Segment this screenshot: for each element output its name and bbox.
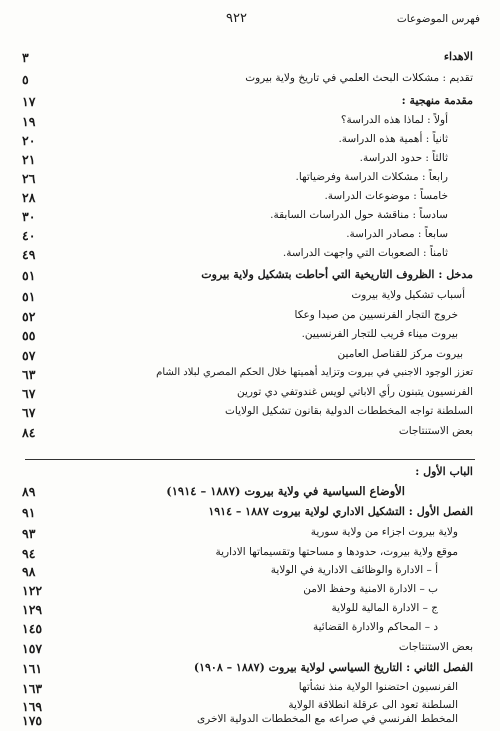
toc-entry	[0, 133, 500, 151]
toc-entry-page: ٣٠	[22, 209, 36, 224]
toc-entry	[0, 713, 500, 731]
toc-entry-page: ٥	[22, 72, 29, 87]
toc-entry-text: أ – الادارة والوظائف الادارية في الولاية	[270, 564, 438, 576]
toc-entry-page: ٨٩	[22, 484, 36, 499]
toc-entry-page: ٩٨	[22, 564, 36, 579]
toc-entry	[0, 289, 500, 307]
toc-entry	[0, 661, 500, 679]
toc-entry-text: د – المحاكم والادارة القضائية	[312, 621, 438, 633]
toc-entry-text: ب – الادارة الامنية وحفظ الامن	[303, 583, 438, 595]
toc-entry	[0, 228, 500, 246]
toc-entry	[0, 209, 500, 227]
toc-entry-text: موقع ولاية بيروت، حدودها و مساحتها وتقسيماتها الادارية	[215, 546, 458, 558]
toc-entry-text: تعزز الوجود الاجنبي في بيروت وتزايد أهميتها خلال الحكم المصري لبلاد الشام	[156, 367, 473, 378]
toc-entry-text: خامساً : موضوعات الدراسة.	[324, 190, 448, 202]
toc-entry-page: ٩٤	[22, 546, 36, 561]
toc-entry-text: ثانياً : أهمية هذه الدراسة.	[338, 133, 448, 145]
toc-entry-page: ٥٢	[22, 309, 36, 324]
toc-entry-text: ج – الادارة المالية للولاية	[331, 602, 438, 614]
toc-entry	[0, 405, 500, 423]
toc-entry-text: ثالثاً : حدود الدراسة.	[359, 152, 448, 164]
toc-entry-page: ٩٣	[22, 526, 36, 541]
toc-entry-text: بيروت ميناء قريب للتجار الفرنسيين.	[301, 328, 458, 340]
toc-entry-page: ١٢٩	[22, 602, 43, 617]
toc-entry-text: سادساً : مناقشة حول الدراسات السابقة.	[270, 209, 448, 221]
toc-entry	[0, 583, 500, 601]
toc-entry-text: أولاً : لماذا هذه الدراسة؟	[340, 114, 448, 126]
toc-entry-text: السلطنة تواجه المخططات الدولية بقانون تشكيل الولايات	[225, 405, 473, 417]
toc-entry-text: ثامناً : الصعوبات التي واجهت الدراسة.	[282, 247, 448, 259]
toc-entry-page: ٣	[22, 50, 29, 65]
toc-entry	[0, 50, 500, 68]
toc-entry	[0, 546, 500, 564]
toc-entry-text: بعض الاستنتاجات	[398, 641, 473, 653]
toc-entry-page: ٥٥	[22, 328, 36, 343]
toc-entry-page: ٢٠	[22, 133, 36, 148]
toc-entry	[0, 367, 500, 385]
toc-entry-page: ٥١	[22, 268, 36, 283]
toc-entry	[0, 505, 500, 523]
running-head: فهرس الموضوعات	[396, 13, 480, 25]
page-number: ٩٢٢	[226, 11, 247, 26]
toc-entry-text: المخطط الفرنسي في صراعه مع المخططات الدولية الاخرى	[196, 713, 458, 725]
toc-entry-text: السلطنة تعود الى عرقلة انطلاقة الولاية	[288, 699, 458, 711]
toc-entry	[0, 190, 500, 208]
toc-entry-page: ٥٧	[22, 348, 36, 363]
toc-entry-text: أسباب تشكيل ولاية بيروت	[351, 289, 465, 301]
toc-entry-text: بيروت مركز للقناصل العامين	[337, 348, 463, 360]
toc-entry-page: ١٢٢	[22, 583, 43, 598]
toc-entry	[0, 681, 500, 699]
toc-entry	[0, 641, 500, 659]
toc-entry-page: ٦٣	[22, 367, 36, 382]
toc-entry	[0, 72, 500, 90]
toc-entry	[0, 602, 500, 620]
toc-entry-page: ٢٨	[22, 190, 36, 205]
toc-part-heading	[0, 465, 500, 483]
toc-entry-text: الفرنسيون احتضنوا الولاية منذ نشأتها	[298, 681, 458, 693]
toc-entry-page: ١٦٣	[22, 681, 43, 696]
toc-entry-page: ٢١	[22, 152, 36, 167]
toc-entry-text: الباب الأول :	[415, 465, 473, 478]
toc-entry	[0, 348, 500, 366]
toc-entry	[0, 247, 500, 265]
toc-entry-page: ١٧٥	[22, 713, 43, 728]
toc-entry	[0, 621, 500, 639]
toc-entry-text: ولاية بيروت اجزاء من ولاية سورية	[310, 526, 458, 538]
toc-entry	[0, 328, 500, 346]
toc-entry-page: ٦٧	[22, 386, 36, 401]
toc-entry	[0, 171, 500, 189]
toc-entry-text: خروج التجار الفرنسيين من صيدا وعكا	[294, 309, 458, 321]
toc-entry	[0, 425, 500, 443]
toc-entry-page: ١٥٧	[22, 641, 43, 656]
toc-entry-text: الفصل الأول : التشكيل الاداري لولاية بيروت ١٨٨٧ – ١٩١٤	[208, 505, 473, 518]
toc-entry-text: رابعاً : مشكلات الدراسة وفرضياتها.	[295, 171, 448, 183]
toc-entry	[0, 564, 500, 582]
toc-entry	[0, 309, 500, 327]
toc-entry	[0, 484, 500, 502]
toc-entry-page: ٩١	[22, 505, 36, 520]
toc-entry-page: ١٧	[22, 94, 36, 109]
toc-entry-page: ٥١	[22, 289, 36, 304]
toc-entry	[0, 114, 500, 132]
toc-entry-page: ١٤٥	[22, 621, 43, 636]
toc-entry	[0, 152, 500, 170]
toc-entry-text: تقديم : مشكلات البحث العلمي في تاريخ ولاية بيروت	[245, 72, 473, 84]
toc-entry-page: ٦٧	[22, 405, 36, 420]
toc-entry-text: مقدمة منهجية :	[401, 94, 473, 107]
toc-entry	[0, 268, 500, 286]
toc-entry-page: ١٩	[22, 114, 36, 129]
toc-entry-page: ١٦١	[22, 661, 43, 676]
toc-entry-text: الفرنسيون يتبنون رأي الاباتي لويس غندوتفي دي تورين	[236, 386, 473, 398]
toc-entry-page: ٤٠	[22, 228, 36, 243]
toc-entry-page: ٤٩	[22, 247, 36, 262]
toc-entry-page: ١٦٩	[22, 699, 43, 714]
toc-entry-page: ٢٦	[22, 171, 36, 186]
toc-entry-page: ٨٤	[22, 425, 36, 440]
toc-entry-text: بعض الاستنتاجات	[398, 425, 473, 437]
toc-entry	[0, 526, 500, 544]
toc-entry-text: سابعاً : مصادر الدراسة.	[346, 228, 448, 240]
toc-entry	[0, 386, 500, 404]
toc-entry-text: الفصل الثاني : التاريخ السياسي لولاية بيروت (١٨٨٧ – ١٩٠٨)	[193, 661, 473, 674]
toc-entry	[0, 94, 500, 112]
toc-entry-text: مدخل : الظروف التاريخية التي أحاطت بتشكيل ولاية بيروت	[201, 268, 473, 281]
toc-entry-text: الاهداء	[443, 50, 473, 63]
toc-entry-text: الأوضاع السياسية في ولاية بيروت (١٨٨٧ – ١٩١٤)	[166, 484, 405, 498]
